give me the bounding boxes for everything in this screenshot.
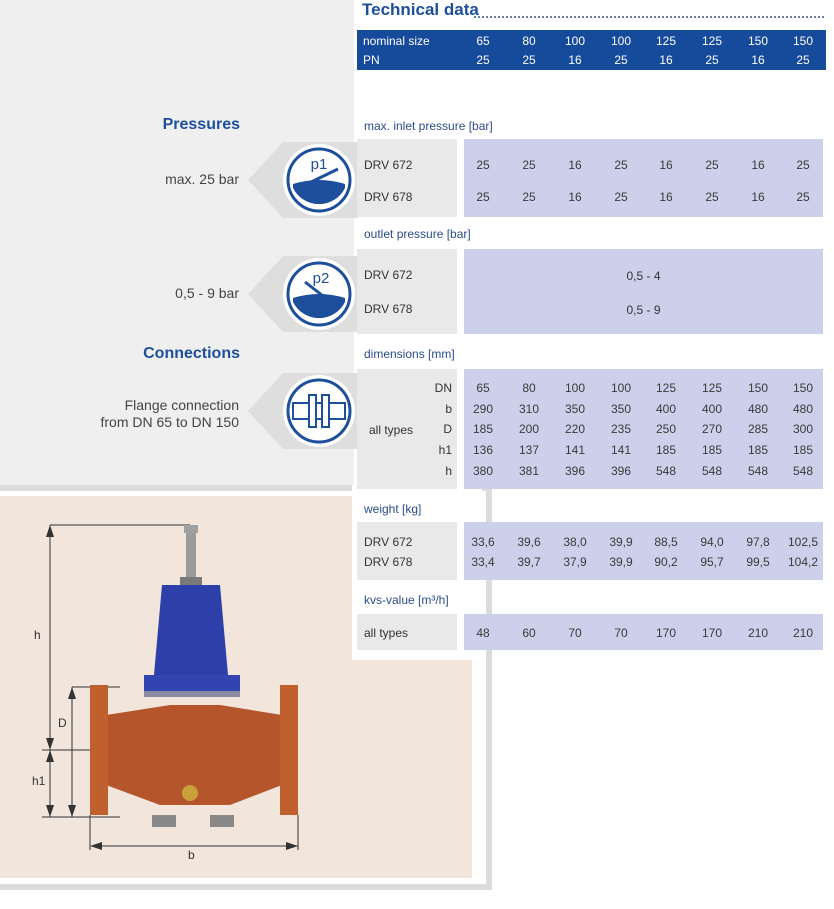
weight-value-cell: 99,5 [746,555,770,569]
weight-value-cell: 90,2 [654,555,678,569]
dimension-value-cell: 285 [747,422,769,436]
dimension-value-cell: 80 [522,381,536,395]
connection-line-1: Flange connection [124,397,239,413]
pressures-heading: Pressures [162,116,240,133]
dimension-value-cell: 185 [701,443,723,457]
dimension-value-cell: 185 [747,443,769,457]
weight-label: weight [kg] [364,502,422,516]
weight-value-cell: 33,6 [471,535,495,549]
inlet-value-box [464,139,823,217]
dimensions-label: dimensions [mm] [364,347,455,361]
p2-pressure-icon [245,254,360,334]
kvs-value-cell: 48 [476,626,490,640]
page-title: Technical data [362,0,479,19]
pn-cell: 25 [614,53,628,67]
dimension-value-cell: 350 [610,402,632,416]
nominal-size-cell: 65 [476,34,490,48]
outlet-row-value-1: 0,5 - 4 [626,269,661,283]
inlet-value-cell: 16 [751,190,765,204]
pn-cell: 16 [751,53,765,67]
weight-value-box [464,522,823,580]
nominal-size-cell: 125 [655,34,677,48]
nominal-size-header [357,30,826,70]
inlet-value-cell: 25 [522,158,536,172]
kvs-value-cell: 60 [522,626,536,640]
nominal-size-cell: 80 [522,34,536,48]
kvs-value-cell: 210 [792,626,814,640]
outlet-row-name-1: DRV 672 [364,268,413,282]
pn-cell: 25 [796,53,810,67]
kvs-value-cell: 170 [655,626,677,640]
inlet-value-cell: 16 [568,190,582,204]
dimension-value-cell: 125 [655,381,677,395]
p2-text: 0,5 - 9 bar [175,285,239,301]
kvs-value-cell: 170 [701,626,723,640]
dimension-row-name: D [443,422,452,436]
pn-cell: 16 [659,53,673,67]
dimension-value-cell: 200 [518,422,540,436]
pn-label: PN [363,53,380,67]
dimension-value-cell: 480 [792,402,814,416]
inlet-value-cell: 25 [796,190,810,204]
dimension-value-cell: 310 [518,402,540,416]
inlet-value-cell: 25 [705,158,719,172]
dimension-row-name: DN [434,381,452,395]
kvs-value-cell: 210 [747,626,769,640]
dimension-value-cell: 380 [472,464,494,478]
weight-label-box [357,522,457,580]
inlet-row-name: DRV 672 [364,158,413,172]
inlet-value-cell: 16 [751,158,765,172]
dimension-value-cell: 381 [518,464,540,478]
nominal-size-cell: 125 [701,34,723,48]
nominal-size-cell: 100 [610,34,632,48]
outlet-label-box [357,249,457,334]
inlet-value-cell: 25 [614,190,628,204]
inlet-value-cell: 16 [568,158,582,172]
outlet-pressure-label: outlet pressure [bar] [364,227,471,241]
dimension-value-cell: 300 [792,422,814,436]
inlet-pressure-label: max. inlet pressure [bar] [364,119,493,133]
outlet-row-name-2: DRV 678 [364,302,413,316]
dimension-value-cell: 185 [655,443,677,457]
inlet-value-cell: 16 [659,190,673,204]
dimension-value-cell: 396 [564,464,586,478]
dimension-value-cell: 185 [472,422,494,436]
dim-label-h: h [34,628,41,642]
kvs-value-cell: 70 [614,626,628,640]
weight-row-name: DRV 678 [364,555,413,569]
dimension-value-cell: 185 [792,443,814,457]
dimension-value-cell: 235 [610,422,632,436]
weight-value-cell: 39,9 [609,535,633,549]
inlet-value-cell: 16 [659,158,673,172]
dimension-value-cell: 548 [701,464,723,478]
title-dotted-rule [474,16,824,18]
dimension-value-cell: 125 [701,381,723,395]
weight-value-cell: 102,5 [787,535,819,549]
pressure-reducing-valve-drawing [20,515,320,865]
dimension-row-name: h [445,464,452,478]
inlet-value-cell: 25 [476,158,490,172]
dimension-value-cell: 350 [564,402,586,416]
kvs-label: kvs-value [m³/h] [364,593,449,607]
dimension-value-cell: 270 [701,422,723,436]
weight-value-cell: 39,9 [609,555,633,569]
outlet-row-value-2: 0,5 - 9 [626,303,661,317]
pn-cell: 25 [522,53,536,67]
inlet-label-box [357,139,457,217]
dimension-value-cell: 150 [747,381,769,395]
p1-text: max. 25 bar [165,171,239,187]
nominal-size-cell: 100 [564,34,586,48]
dimension-value-cell: 136 [472,443,494,457]
weight-value-cell: 104,2 [787,555,819,569]
inlet-value-cell: 25 [796,158,810,172]
dimension-value-cell: 137 [518,443,540,457]
dimension-value-cell: 141 [564,443,586,457]
dimension-value-cell: 150 [792,381,814,395]
dimension-row-name: h1 [438,443,452,457]
dim-label-b: b [188,848,195,862]
dimension-value-cell: 250 [655,422,677,436]
pn-cell: 25 [476,53,490,67]
inlet-value-cell: 25 [614,158,628,172]
dimension-value-cell: 548 [655,464,677,478]
connections-heading: Connections [143,345,240,362]
weight-value-cell: 37,9 [563,555,587,569]
p2-icon-label: p2 [312,270,330,287]
dimension-value-cell: 220 [564,422,586,436]
dimension-value-cell: 290 [472,402,494,416]
dimension-value-cell: 141 [610,443,632,457]
dimension-value-cell: 396 [610,464,632,478]
outlet-value-box [464,249,823,334]
nominal-size-cell: 150 [747,34,769,48]
weight-value-cell: 97,8 [746,535,770,549]
weight-row-name: DRV 672 [364,535,413,549]
dimension-value-cell: 100 [610,381,632,395]
nominal-size-label: nominal size [363,34,430,48]
pn-cell: 16 [568,53,582,67]
dimension-row-name: b [445,402,452,416]
kvs-row-name: all types [364,626,409,640]
weight-value-cell: 95,7 [700,555,724,569]
dimension-value-cell: 480 [747,402,769,416]
connection-line-2: from DN 65 to DN 150 [100,414,239,430]
inlet-value-cell: 25 [705,190,719,204]
p1-pressure-icon [245,140,360,220]
weight-value-cell: 94,0 [700,535,724,549]
weight-value-cell: 88,5 [654,535,678,549]
inlet-row-name: DRV 678 [364,190,413,204]
dimension-value-cell: 548 [747,464,769,478]
dimension-value-cell: 65 [476,381,490,395]
inlet-value-cell: 25 [522,190,536,204]
kvs-value-cell: 70 [568,626,582,640]
dimensions-group-label: all types [369,423,414,437]
nominal-size-cell: 150 [792,34,814,48]
weight-value-cell: 39,6 [517,535,541,549]
dimension-value-cell: 548 [792,464,814,478]
p1-icon-label: p1 [310,156,328,173]
dimension-value-cell: 400 [655,402,677,416]
weight-value-cell: 39,7 [517,555,541,569]
inlet-value-cell: 25 [476,190,490,204]
dimension-value-cell: 400 [701,402,723,416]
weight-value-cell: 38,0 [563,535,587,549]
weight-value-cell: 33,4 [471,555,495,569]
dimension-value-cell: 100 [564,381,586,395]
dim-label-h1: h1 [32,774,46,788]
pn-cell: 25 [705,53,719,67]
dim-label-D: D [58,716,67,730]
